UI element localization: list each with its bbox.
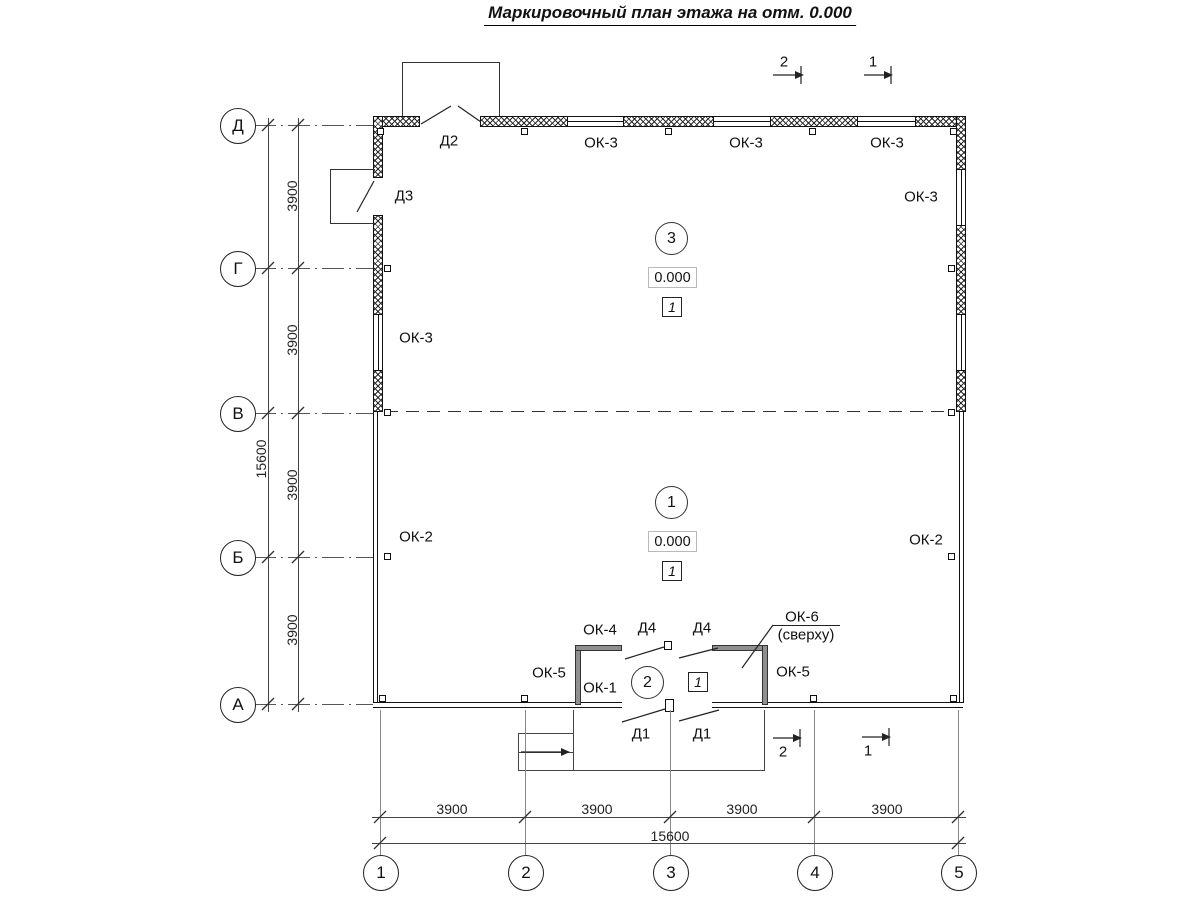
arrowhead: [882, 733, 891, 741]
dim-text-3900: 3900: [284, 324, 300, 356]
room-3-number: 3: [667, 229, 676, 247]
axis-label-a: А: [232, 695, 244, 714]
label-door-d1: Д1: [692, 725, 712, 743]
dim-text-3900: 3900: [284, 614, 300, 646]
dim-text-3900: 3900: [436, 801, 468, 817]
section-label-2-top: 2: [779, 53, 789, 71]
label-window-ok3: ОК-3: [584, 134, 618, 152]
label-window-ok1: ОК-1: [583, 679, 617, 697]
label-window-ok5: ОК-5: [532, 664, 566, 682]
label-door-d4: Д4: [637, 619, 657, 637]
room-2-number: 2: [643, 673, 652, 691]
axis-label-b: Б: [232, 548, 244, 567]
label-window-ok3: ОК-3: [729, 134, 763, 152]
dimension-ticks: [262, 119, 964, 849]
label-window-ok2: ОК-2: [909, 531, 943, 549]
section-label-1-top: 1: [868, 53, 878, 71]
dim-text-3900: 3900: [284, 180, 300, 212]
dim-text-3900: 3900: [581, 801, 613, 817]
room-2-floor-value: 1: [694, 674, 702, 690]
axis-label-v: В: [232, 404, 244, 423]
axis-label-d: Д: [232, 116, 244, 135]
label-window-ok3: ОК-3: [399, 329, 433, 347]
label-door-d2: Д2: [439, 132, 459, 150]
door-d2-leaf-right: [458, 106, 481, 122]
door-d1-leaf-left: [622, 709, 665, 722]
arrowhead: [795, 71, 804, 79]
dim-text-3900: 3900: [871, 801, 903, 817]
label-window-ok2: ОК-2: [399, 528, 433, 546]
axis-label-g: Г: [233, 259, 243, 278]
label-door-d4: Д4: [692, 619, 712, 637]
axis-label-1: 1: [376, 863, 386, 882]
dim-text-3900: 3900: [284, 469, 300, 501]
dim-text-15600: 15600: [253, 439, 269, 479]
drawing-title: Маркировочный план этажа на отм. 0.000: [484, 3, 856, 26]
room-1-floor-value: 1: [668, 563, 676, 579]
room-1-number: 1: [667, 493, 676, 511]
label-window-ok5: ОК-5: [776, 663, 810, 681]
room-3-elevation-value: 0.000: [654, 269, 691, 286]
axis-label-4: 4: [810, 863, 820, 882]
arrowhead: [884, 71, 893, 79]
dim-text-15600: 15600: [650, 828, 690, 844]
label-door-d3: Д3: [394, 187, 414, 205]
door-d3-leaf: [357, 181, 374, 212]
label-door-d1: Д1: [631, 725, 651, 743]
section-label-1-bottom: 1: [863, 742, 873, 760]
door-d4-leaf-right: [679, 648, 718, 658]
label-window-ok4: ОК-4: [583, 621, 617, 639]
dim-text-3900: 3900: [726, 801, 758, 817]
stairs-arrowhead: [561, 748, 570, 756]
label-window-ok3: ОК-3: [870, 134, 904, 152]
arrowhead: [793, 734, 802, 742]
label-window-ok6: ОК-6: [785, 608, 819, 626]
axis-label-5: 5: [954, 863, 964, 882]
label-window-ok6-note: (сверху): [777, 626, 835, 644]
label-window-ok3: ОК-3: [904, 188, 938, 206]
ok6-leader-line: [742, 625, 773, 668]
room-1-elevation-value: 0.000: [654, 533, 691, 550]
door-d4-leaf-left: [625, 647, 664, 659]
room-3-floor-value: 1: [668, 299, 676, 315]
door-d2-leaf-left: [421, 106, 451, 124]
axis-label-2: 2: [521, 863, 531, 882]
axis-label-3: 3: [666, 863, 676, 882]
section-label-2-bottom: 2: [778, 743, 788, 761]
door-d1-leaf-right: [679, 710, 719, 721]
